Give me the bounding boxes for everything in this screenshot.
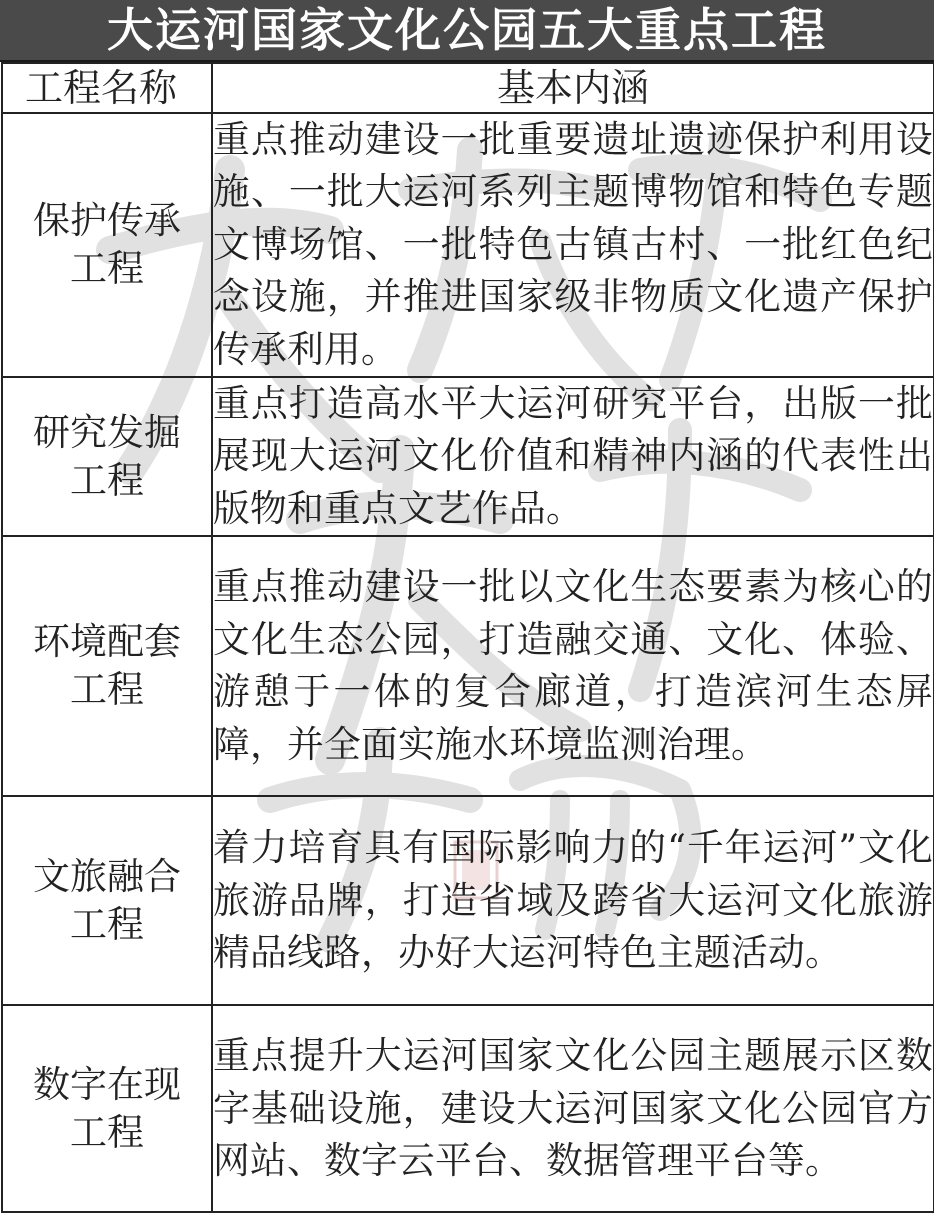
project-content: 重点打造高水平大运河研究平台，出版一批展现大运河文化价值和精神内涵的代表性出版物和重点文艺作品。 <box>212 377 934 536</box>
project-name: 保护传承工程 <box>33 199 181 291</box>
project-name: 文旅融合工程 <box>33 854 181 946</box>
header-basic-content: 基本内涵 <box>212 63 934 113</box>
table-row <box>2 377 934 536</box>
project-name-cell <box>2 796 212 1005</box>
table-row <box>2 536 934 796</box>
page-title: 大运河国家文化公园五大重点工程 <box>107 3 827 57</box>
project-content: 重点提升大运河国家文化公园主题展示区数字基础设施，建设大运河国家文化公园官方网站、数字云平台、数据管理平台等。 <box>212 1005 934 1212</box>
project-name-cell <box>2 1005 212 1212</box>
table-row <box>2 113 934 377</box>
project-name: 环境配套工程 <box>33 620 181 712</box>
project-name-cell <box>2 377 212 536</box>
project-name: 研究发掘工程 <box>33 410 181 502</box>
project-content: 重点推动建设一批重要遗址遗迹保护利用设施、一批大运河系列主题博物馆和特色专题文博场馆、一批特色古镇古村、一批红色纪念设施，并推进国家级非物质文化遗产保护传承利用。 <box>212 113 934 377</box>
project-name: 数字在现工程 <box>33 1062 181 1154</box>
title-bar <box>0 0 934 62</box>
table-row <box>2 796 934 1005</box>
project-content: 重点推动建设一批以文化生态要素为核心的文化生态公园，打造融交通、文化、体验、游憩于一体的复合廊道，打造滨河生态屏障，并全面实施水环境监测治理。 <box>212 536 934 796</box>
project-name-cell <box>2 113 212 377</box>
table-row <box>2 1005 934 1212</box>
project-name-cell <box>2 536 212 796</box>
projects-table <box>1 62 934 1213</box>
header-project-name: 工程名称 <box>2 63 212 113</box>
project-content: 着力培育具有国际影响力的“千年运河”文化旅游品牌，打造省域及跨省大运河文化旅游精品线路，办好大运河特色主题活动。 <box>212 796 934 1005</box>
table-header-row <box>2 63 934 113</box>
